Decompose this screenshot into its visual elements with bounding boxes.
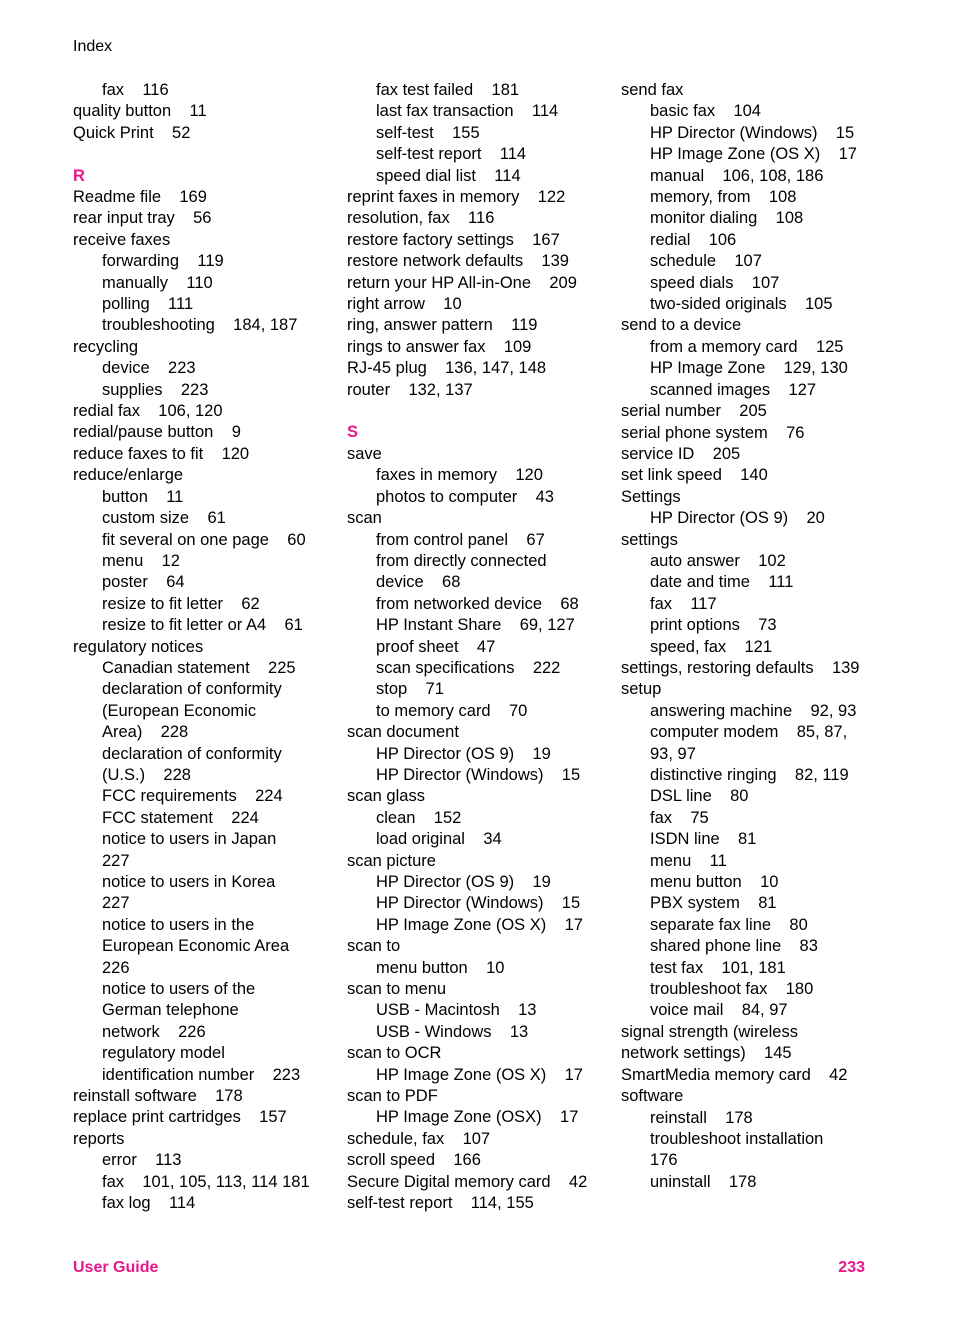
index-entry: scan to PDF	[347, 1087, 438, 1106]
index-entry: serial phone system 76	[621, 423, 805, 442]
index-entry: rings to answer fax 109	[347, 337, 532, 356]
index-subentry: speed, fax 121	[650, 637, 773, 656]
index-entry: reinstall software 178	[73, 1087, 243, 1106]
index-subentry: load original 34	[376, 830, 502, 849]
index-subentry: faxes in memory 120	[376, 466, 543, 485]
index-subentry: German telephone	[102, 1001, 239, 1020]
index-entry: network settings) 145	[621, 1044, 792, 1063]
index-entry: ring, answer pattern 119	[347, 316, 538, 335]
index-entry: resolution, fax 116	[347, 209, 495, 228]
index-subentry: European Economic Area	[102, 937, 290, 956]
index-subentry: memory, from 108	[650, 188, 797, 207]
index-subentry: manual 106, 108, 186	[650, 166, 824, 185]
index-subentry: voice mail 84, 97	[650, 1001, 788, 1020]
index-subentry: troubleshoot fax 180	[650, 980, 814, 999]
index-subentry: manually 110	[102, 273, 213, 292]
index-subentry: 93, 97	[650, 744, 696, 763]
index-subentry: clean 152	[376, 808, 462, 827]
index-subentry: two-sided originals 105	[650, 295, 833, 314]
index-entry: Secure Digital memory card 42	[347, 1172, 588, 1191]
index-entry: redial fax 106, 120	[73, 402, 223, 421]
index-subentry: schedule 107	[650, 252, 762, 271]
index-subentry: fit several on one page 60	[102, 530, 306, 549]
index-subentry: (European Economic	[102, 701, 257, 720]
index-subentry: scan specifications 222	[376, 658, 561, 677]
index-entry: service ID 205	[621, 444, 741, 463]
index-subentry: identification number 223	[102, 1065, 301, 1084]
index-subentry: 227	[102, 894, 130, 913]
index-subentry: 176	[650, 1151, 678, 1170]
index-subentry: self-test 155	[376, 123, 480, 142]
index-subentry: HP Director (OS 9) 20	[650, 509, 825, 528]
index-subentry: print options 73	[650, 616, 777, 635]
index-entry: SmartMedia memory card 42	[621, 1065, 848, 1084]
index-subentry: scanned images 127	[650, 380, 817, 399]
index-subentry: redial 106	[650, 230, 737, 249]
index-letter-heading: S	[347, 423, 359, 442]
index-subentry: device 68	[376, 573, 461, 592]
index-subentry: menu button 10	[376, 958, 505, 977]
index-spacer	[347, 401, 587, 422]
index-subentry: fax log 114	[102, 1194, 196, 1213]
index-subentry: regulatory model	[102, 1044, 225, 1063]
index-subentry: last fax transaction 114	[376, 102, 559, 121]
index-subentry: troubleshoot installation	[650, 1129, 824, 1148]
index-subentry: custom size 61	[102, 509, 226, 528]
index-subentry: 226	[102, 958, 130, 977]
index-subentry: fax 101, 105, 113, 114 181	[102, 1172, 310, 1191]
index-entry: scan to menu	[347, 980, 447, 999]
index-subentry: basic fax 104	[650, 102, 761, 121]
index-subentry: notice to users of the	[102, 980, 256, 999]
index-subentry: self-test report 114	[376, 145, 527, 164]
index-entry: regulatory notices	[73, 637, 204, 656]
index-entry: RJ-45 plug 136, 147, 148	[347, 359, 547, 378]
index-subentry: from a memory card 125	[650, 337, 844, 356]
index-entry: serial number 205	[621, 402, 767, 421]
index-entry: scroll speed 166	[347, 1151, 481, 1170]
index-subentry: reinstall 178	[650, 1108, 753, 1127]
index-entry: Settings	[621, 487, 681, 506]
index-column-2	[347, 80, 587, 1215]
index-subentry: from networked device 68	[376, 594, 579, 613]
index-subentry: declaration of conformity	[102, 680, 282, 699]
index-entry: scan picture	[347, 851, 436, 870]
index-entry: scan document	[347, 723, 459, 742]
index-entry: self-test report 114, 155	[347, 1194, 534, 1213]
index-subentry: button 11	[102, 487, 184, 506]
index-subentry: DSL line 80	[650, 787, 749, 806]
index-subentry: USB - Windows 13	[376, 1022, 529, 1041]
index-subentry: proof sheet 47	[376, 637, 496, 656]
index-entry: setup	[621, 680, 662, 699]
index-subentry: polling 111	[102, 295, 194, 314]
index-subentry: separate fax line 80	[650, 915, 808, 934]
index-subentry: Canadian statement 225	[102, 658, 296, 677]
index-subentry: uninstall 178	[650, 1172, 757, 1191]
index-entry: reprint faxes in memory 122	[347, 188, 566, 207]
index-subentry: stop 71	[376, 680, 444, 699]
index-subentry: HP Image Zone (OSX) 17	[376, 1108, 579, 1127]
index-entry: save	[347, 444, 382, 463]
index-subentry: 227	[102, 851, 130, 870]
index-entry: receive faxes	[73, 230, 171, 249]
index-subentry: network 226	[102, 1022, 206, 1041]
index-entry: quality button 11	[73, 102, 207, 121]
index-subentry: supplies 223	[102, 380, 209, 399]
index-subentry: resize to fit letter 62	[102, 594, 260, 613]
index-entry: restore network defaults 139	[347, 252, 569, 271]
index-entry: router 132, 137	[347, 380, 473, 399]
index-subentry: menu button 10	[650, 873, 779, 892]
index-subentry: fax 117	[650, 594, 717, 613]
index-subentry: from control panel 67	[376, 530, 545, 549]
index-entry: signal strength (wireless	[621, 1022, 798, 1041]
index-subentry: HP Image Zone (OS X) 17	[376, 1065, 583, 1084]
index-subentry: declaration of conformity	[102, 744, 282, 763]
index-subentry: HP Director (Windows) 15	[650, 123, 855, 142]
index-entry: replace print cartridges 157	[73, 1108, 287, 1127]
index-column-1	[73, 80, 310, 1215]
index-subentry: PBX system 81	[650, 894, 777, 913]
index-subentry: HP Director (Windows) 15	[376, 765, 581, 784]
index-entry: restore factory settings 167	[347, 230, 560, 249]
index-subentry: ISDN line 81	[650, 830, 757, 849]
index-entry: right arrow 10	[347, 295, 462, 314]
index-subentry: auto answer 102	[650, 551, 786, 570]
index-subentry: HP Director (Windows) 15	[376, 894, 581, 913]
index-entry: reduce/enlarge	[73, 466, 184, 485]
index-entry: scan to OCR	[347, 1044, 442, 1063]
index-entry: Quick Print 52	[73, 123, 191, 142]
index-subentry: HP Director (OS 9) 19	[376, 744, 551, 763]
index-subentry: speed dials 107	[650, 273, 780, 292]
index-subentry: computer modem 85, 87,	[650, 723, 848, 742]
index-subentry: HP Image Zone 129, 130	[650, 359, 848, 378]
index-entry: set link speed 140	[621, 466, 768, 485]
index-subentry: poster 64	[102, 573, 185, 592]
index-entry: settings	[621, 530, 678, 549]
index-subentry: monitor dialing 108	[650, 209, 804, 228]
index-entry: send fax	[621, 81, 684, 99]
index-subentry: resize to fit letter or A4 61	[102, 616, 303, 635]
index-subentry: FCC statement 224	[102, 808, 259, 827]
index-subentry: to memory card 70	[376, 701, 528, 720]
index-subentry: forwarding 119	[102, 252, 224, 271]
index-subentry: troubleshooting 184, 187	[102, 316, 298, 335]
index-letter-heading: R	[73, 166, 85, 185]
footer-page-number: 233	[838, 1259, 865, 1276]
footer-guide-title: User Guide	[73, 1259, 159, 1276]
index-subentry: test fax 101, 181	[650, 958, 786, 977]
index-subentry: notice to users in Japan	[102, 830, 277, 849]
index-entry: Readme file 169	[73, 188, 207, 207]
index-column-3	[621, 80, 859, 1193]
index-subentry: (U.S.) 228	[102, 765, 191, 784]
index-subentry: fax test failed 181	[376, 81, 520, 99]
index-subentry: distinctive ringing 82, 119	[650, 766, 849, 784]
index-subentry: HP Image Zone (OS X) 17	[650, 145, 857, 164]
index-subentry: HP Director (OS 9) 19	[376, 873, 551, 892]
index-entry: scan glass	[347, 787, 425, 806]
index-subentry: FCC requirements 224	[102, 787, 283, 806]
index-entry: redial/pause button 9	[73, 423, 241, 442]
index-subentry: HP Instant Share 69, 127	[376, 616, 575, 635]
index-entry: settings, restoring defaults 139	[621, 658, 860, 677]
index-subentry: notice to users in the	[102, 915, 255, 934]
index-subentry: HP Image Zone (OS X) 17	[376, 915, 583, 934]
index-entry: scan to	[347, 937, 401, 956]
index-subentry: error 113	[102, 1151, 182, 1170]
index-entry: scan	[347, 509, 382, 528]
index-entry: return your HP All-in-One 209	[347, 273, 577, 292]
index-subentry: Area) 228	[102, 723, 189, 742]
index-subentry: speed dial list 114	[376, 166, 521, 185]
index-entry: reports	[73, 1129, 125, 1148]
index-subentry: fax 116	[102, 81, 169, 99]
index-subentry: menu 11	[650, 851, 727, 870]
index-subentry: from directly connected	[376, 551, 547, 570]
index-subentry: menu 12	[102, 551, 180, 570]
index-subentry: answering machine 92, 93	[650, 701, 857, 720]
index-subentry: photos to computer 43	[376, 487, 554, 506]
index-entry: schedule, fax 107	[347, 1129, 491, 1148]
index-subentry: shared phone line 83	[650, 937, 818, 956]
index-entry: reduce faxes to fit 120	[73, 444, 250, 463]
index-entry: software	[621, 1087, 684, 1106]
index-subentry: device 223	[102, 359, 196, 378]
index-subentry: fax 75	[650, 808, 709, 827]
index-spacer	[73, 144, 310, 165]
index-subentry: notice to users in Korea	[102, 873, 276, 892]
index-entry: send to a device	[621, 316, 742, 335]
index-entry: recycling	[73, 337, 139, 356]
index-entry: rear input tray 56	[73, 209, 212, 228]
running-header: Index	[73, 38, 113, 55]
index-subentry: date and time 111	[650, 573, 794, 592]
index-subentry: USB - Macintosh 13	[376, 1001, 537, 1020]
